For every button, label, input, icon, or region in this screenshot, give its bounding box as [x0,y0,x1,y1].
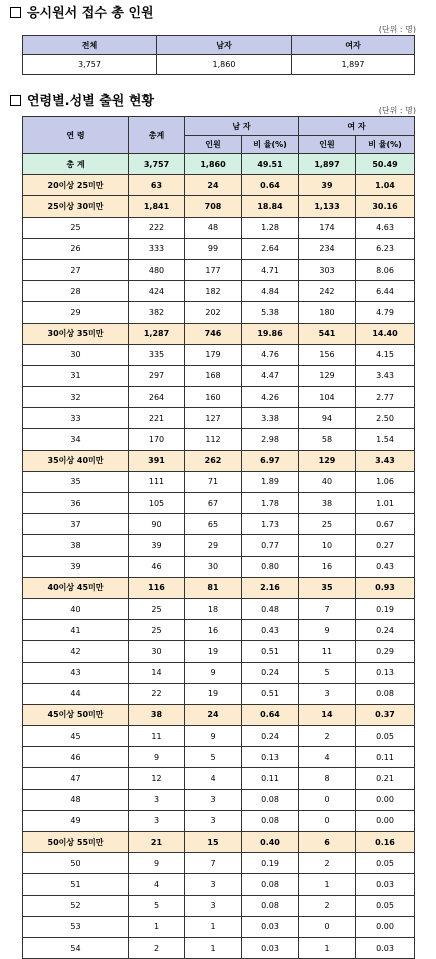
male-ratio-cell: 3.38 [242,408,299,429]
age-cell: 31 [23,365,129,386]
table-row [23,747,415,768]
total-cell: 382 [129,302,185,323]
male-ratio-cell: 0.64 [242,704,299,725]
female-count-cell: 174 [299,217,356,238]
female-ratio-cell: 3.43 [356,450,415,471]
age-cell: 33 [23,408,129,429]
table-row [23,916,415,937]
female-ratio-cell: 0.29 [356,641,415,662]
total-cell: 105 [129,493,185,514]
female-ratio-cell: 0.05 [356,726,415,747]
female-count-cell: 16 [299,556,356,577]
female-count-cell: 234 [299,238,356,259]
total-cell: 1 [129,916,185,937]
age-cell: 40 [23,598,129,619]
table-row [23,598,415,619]
male-count-cell: 168 [185,365,242,386]
male-count-cell: 112 [185,429,242,450]
female-ratio-cell: 1.54 [356,429,415,450]
male-ratio-cell: 19.86 [242,323,299,344]
summary-header-total: 전체 [23,36,157,55]
total-cell: 222 [129,217,185,238]
female-ratio-cell: 0.08 [356,683,415,704]
section1-title-text: 응시원서 접수 총 인원 [27,6,154,21]
table-row [23,937,415,958]
total-cell: 22 [129,683,185,704]
table-row [23,895,415,916]
female-ratio-cell: 0.13 [356,662,415,683]
male-ratio-cell: 2.98 [242,429,299,450]
total-cell: 14 [129,662,185,683]
table-row [23,387,415,408]
summary-value-male: 1,860 [157,55,292,75]
age-cell: 32 [23,387,129,408]
total-cell: 1,287 [129,323,185,344]
female-ratio-cell: 8.06 [356,259,415,280]
total-cell: 4 [129,874,185,895]
age-cell: 42 [23,641,129,662]
male-ratio-cell: 1.89 [242,471,299,492]
age-cell: 45 [23,726,129,747]
summary-header-female: 여자 [292,36,415,55]
age-cell: 45이상 50미만 [23,704,129,725]
total-cell: 25 [129,620,185,641]
age-cell: 46 [23,747,129,768]
female-ratio-cell: 0.00 [356,810,415,831]
age-cell: 35 [23,471,129,492]
checkbox-square-icon [10,95,21,106]
female-count-cell: 58 [299,429,356,450]
female-ratio-cell: 0.27 [356,535,415,556]
female-ratio-cell: 2.50 [356,408,415,429]
section1-unit: (단위 : 명) [378,25,416,34]
female-count-cell: 156 [299,344,356,365]
female-count-cell: 1 [299,874,356,895]
total-cell: 170 [129,429,185,450]
age-cell: 48 [23,789,129,810]
male-ratio-cell: 0.08 [242,895,299,916]
male-ratio-cell: 4.84 [242,281,299,302]
total-cell: 221 [129,408,185,429]
age-group-row [23,704,415,725]
age-cell: 36 [23,493,129,514]
male-ratio-cell: 18.84 [242,196,299,217]
total-cell: 111 [129,471,185,492]
male-count-cell: 1 [185,937,242,958]
age-cell: 37 [23,514,129,535]
total-cell: 9 [129,853,185,874]
male-count-cell: 179 [185,344,242,365]
total-cell: 297 [129,365,185,386]
male-ratio-cell: 0.03 [242,937,299,958]
age-cell: 34 [23,429,129,450]
total-cell: 480 [129,259,185,280]
table-row [23,429,415,450]
table-row [23,768,415,789]
female-ratio-cell: 0.03 [356,937,415,958]
male-ratio-cell: 1.73 [242,514,299,535]
age-cell: 52 [23,895,129,916]
female-count-cell: 2 [299,895,356,916]
male-count-cell: 127 [185,408,242,429]
total-cell: 12 [129,768,185,789]
female-ratio-cell: 0.93 [356,577,415,598]
male-count-cell: 24 [185,175,242,196]
age-cell: 54 [23,937,129,958]
female-count-cell: 2 [299,726,356,747]
male-ratio-cell: 0.43 [242,620,299,641]
total-cell: 25 [129,598,185,619]
female-count-cell: 7 [299,598,356,619]
male-count-cell: 746 [185,323,242,344]
female-count-cell: 9 [299,620,356,641]
male-count-cell: 202 [185,302,242,323]
age-cell: 49 [23,810,129,831]
total-cell: 39 [129,535,185,556]
female-count-cell: 303 [299,259,356,280]
age-cell: 25이상 30미만 [23,196,129,217]
male-count-cell: 708 [185,196,242,217]
male-ratio-cell: 2.64 [242,238,299,259]
male-ratio-cell: 0.48 [242,598,299,619]
male-ratio-cell: 0.40 [242,832,299,853]
female-count-cell: 5 [299,662,356,683]
male-count-cell: 262 [185,450,242,471]
table-row [23,471,415,492]
section2-unit: (단위 : 명) [378,106,416,115]
male-count-cell: 160 [185,387,242,408]
female-count-cell: 242 [299,281,356,302]
female-ratio-cell: 6.44 [356,281,415,302]
female-count-cell: 39 [299,175,356,196]
male-ratio-cell: 0.24 [242,662,299,683]
male-ratio-cell: 2.16 [242,577,299,598]
female-count-cell: 3 [299,683,356,704]
age-cell: 28 [23,281,129,302]
age-cell: 47 [23,768,129,789]
summary-value-row [23,55,415,75]
male-count-cell: 15 [185,832,242,853]
table-row [23,874,415,895]
male-count-cell: 177 [185,259,242,280]
age-group-row [23,323,415,344]
age-table-body [23,154,415,959]
female-count-cell: 94 [299,408,356,429]
male-count-cell: 19 [185,683,242,704]
total-cell: 3,757 [129,154,185,175]
female-count-cell: 10 [299,535,356,556]
table-row [23,683,415,704]
summary-table [22,35,415,75]
male-count-cell: 9 [185,662,242,683]
male-ratio-cell: 0.80 [242,556,299,577]
female-ratio-cell: 1.06 [356,471,415,492]
total-cell: 90 [129,514,185,535]
male-ratio-cell: 49.51 [242,154,299,175]
table-row [23,789,415,810]
age-cell: 40이상 45미만 [23,577,129,598]
total-cell: 63 [129,175,185,196]
table-row [23,726,415,747]
age-cell: 26 [23,238,129,259]
age-cell: 41 [23,620,129,641]
male-count-cell: 24 [185,704,242,725]
age-cell: 30 [23,344,129,365]
total-cell: 9 [129,747,185,768]
section2-title-text: 연령별.성별 출원 현황 [27,94,155,109]
female-ratio-cell: 0.05 [356,895,415,916]
male-ratio-cell: 0.08 [242,874,299,895]
male-ratio-cell: 0.11 [242,768,299,789]
table-row [23,641,415,662]
male-count-cell: 182 [185,281,242,302]
male-ratio-cell: 0.77 [242,535,299,556]
female-ratio-cell: 0.00 [356,789,415,810]
male-ratio-cell: 0.51 [242,641,299,662]
female-ratio-cell: 4.63 [356,217,415,238]
section2-title [10,94,154,110]
total-cell: 3 [129,810,185,831]
table-row [23,853,415,874]
male-count-cell: 48 [185,217,242,238]
header-male: 남 자 [185,117,299,136]
female-count-cell: 2 [299,853,356,874]
male-ratio-cell: 4.47 [242,365,299,386]
table-row [23,662,415,683]
total-row [23,154,415,175]
male-count-cell: 3 [185,789,242,810]
male-ratio-cell: 4.71 [242,259,299,280]
total-cell: 21 [129,832,185,853]
female-ratio-cell: 3.43 [356,365,415,386]
table-row [23,365,415,386]
age-group-row [23,577,415,598]
total-cell: 264 [129,387,185,408]
female-count-cell: 14 [299,704,356,725]
female-ratio-cell: 1.01 [356,493,415,514]
female-ratio-cell: 0.11 [356,747,415,768]
age-cell: 35이상 40미만 [23,450,129,471]
male-ratio-cell: 5.38 [242,302,299,323]
female-ratio-cell: 4.79 [356,302,415,323]
age-cell: 25 [23,217,129,238]
total-cell: 11 [129,726,185,747]
female-count-cell: 38 [299,493,356,514]
age-cell: 44 [23,683,129,704]
male-ratio-cell: 0.24 [242,726,299,747]
total-cell: 116 [129,577,185,598]
female-count-cell: 4 [299,747,356,768]
header-age: 연 령 [23,117,129,154]
female-count-cell: 6 [299,832,356,853]
male-count-cell: 3 [185,810,242,831]
table-row [23,259,415,280]
female-count-cell: 8 [299,768,356,789]
male-count-cell: 3 [185,874,242,895]
total-cell: 46 [129,556,185,577]
total-cell: 424 [129,281,185,302]
total-cell: 5 [129,895,185,916]
female-count-cell: 0 [299,789,356,810]
male-count-cell: 18 [185,598,242,619]
female-count-cell: 11 [299,641,356,662]
female-ratio-cell: 0.00 [356,916,415,937]
total-cell: 30 [129,641,185,662]
male-count-cell: 29 [185,535,242,556]
male-ratio-cell: 6.97 [242,450,299,471]
male-count-cell: 71 [185,471,242,492]
table-row [23,514,415,535]
female-ratio-cell: 0.21 [356,768,415,789]
female-ratio-cell: 0.19 [356,598,415,619]
male-ratio-cell: 0.08 [242,810,299,831]
table-row [23,493,415,514]
total-cell: 335 [129,344,185,365]
table-row [23,217,415,238]
female-count-cell: 0 [299,810,356,831]
table-row [23,281,415,302]
male-count-cell: 4 [185,768,242,789]
section1-title [10,6,154,22]
male-count-cell: 1,860 [185,154,242,175]
male-ratio-cell: 4.76 [242,344,299,365]
table-row [23,810,415,831]
female-ratio-cell: 0.37 [356,704,415,725]
header-female: 여 자 [299,117,415,136]
total-cell: 333 [129,238,185,259]
female-ratio-cell: 50.49 [356,154,415,175]
header-female-ratio: 비 율(%) [356,136,415,154]
male-ratio-cell: 1.28 [242,217,299,238]
male-ratio-cell: 0.19 [242,853,299,874]
female-ratio-cell: 0.16 [356,832,415,853]
female-count-cell: 180 [299,302,356,323]
female-ratio-cell: 4.15 [356,344,415,365]
age-group-row [23,832,415,853]
header-female-count: 인원 [299,136,356,154]
header-male-ratio: 비 율(%) [242,136,299,154]
male-ratio-cell: 4.26 [242,387,299,408]
age-cell: 53 [23,916,129,937]
male-count-cell: 7 [185,853,242,874]
total-cell: 1,841 [129,196,185,217]
female-count-cell: 1,897 [299,154,356,175]
table-row [23,620,415,641]
age-cell: 20이상 25미만 [23,175,129,196]
male-count-cell: 16 [185,620,242,641]
age-cell: 39 [23,556,129,577]
table-row [23,408,415,429]
table-row [23,302,415,323]
total-cell: 3 [129,789,185,810]
male-count-cell: 30 [185,556,242,577]
female-ratio-cell: 6.23 [356,238,415,259]
male-count-cell: 99 [185,238,242,259]
female-ratio-cell: 0.03 [356,874,415,895]
male-ratio-cell: 0.03 [242,916,299,937]
female-ratio-cell: 1.04 [356,175,415,196]
age-group-row [23,196,415,217]
male-ratio-cell: 0.08 [242,789,299,810]
female-ratio-cell: 30.16 [356,196,415,217]
table-row [23,556,415,577]
header-total: 총계 [129,117,185,154]
age-cell: 38 [23,535,129,556]
male-count-cell: 3 [185,895,242,916]
male-ratio-cell: 0.51 [242,683,299,704]
age-gender-table [22,116,415,959]
female-count-cell: 0 [299,916,356,937]
age-cell: 총 계 [23,154,129,175]
male-ratio-cell: 0.64 [242,175,299,196]
female-ratio-cell: 14.40 [356,323,415,344]
female-count-cell: 1,133 [299,196,356,217]
female-ratio-cell: 0.05 [356,853,415,874]
male-count-cell: 1 [185,916,242,937]
male-count-cell: 19 [185,641,242,662]
male-count-cell: 81 [185,577,242,598]
summary-value-female: 1,897 [292,55,415,75]
female-count-cell: 129 [299,365,356,386]
female-ratio-cell: 2.77 [356,387,415,408]
male-ratio-cell: 1.78 [242,493,299,514]
age-group-row [23,175,415,196]
age-cell: 29 [23,302,129,323]
female-ratio-cell: 0.67 [356,514,415,535]
female-count-cell: 40 [299,471,356,492]
checkbox-square-icon [10,7,21,18]
female-count-cell: 35 [299,577,356,598]
female-ratio-cell: 0.43 [356,556,415,577]
female-count-cell: 129 [299,450,356,471]
age-cell: 30이상 35미만 [23,323,129,344]
female-ratio-cell: 0.24 [356,620,415,641]
male-count-cell: 9 [185,726,242,747]
table-row [23,238,415,259]
male-count-cell: 67 [185,493,242,514]
age-cell: 27 [23,259,129,280]
male-ratio-cell: 0.13 [242,747,299,768]
age-group-row [23,450,415,471]
female-count-cell: 541 [299,323,356,344]
female-count-cell: 104 [299,387,356,408]
total-cell: 38 [129,704,185,725]
summary-header-row [23,36,415,55]
female-count-cell: 1 [299,937,356,958]
total-cell: 2 [129,937,185,958]
age-cell: 51 [23,874,129,895]
male-count-cell: 5 [185,747,242,768]
summary-value-total: 3,757 [23,55,157,75]
header-male-count: 인원 [185,136,242,154]
table-row [23,535,415,556]
table-row [23,344,415,365]
male-count-cell: 65 [185,514,242,535]
age-cell: 43 [23,662,129,683]
age-table-header-row-1 [23,117,415,136]
summary-header-male: 남자 [157,36,292,55]
female-count-cell: 25 [299,514,356,535]
age-cell: 50이상 55미만 [23,832,129,853]
total-cell: 391 [129,450,185,471]
age-cell: 50 [23,853,129,874]
